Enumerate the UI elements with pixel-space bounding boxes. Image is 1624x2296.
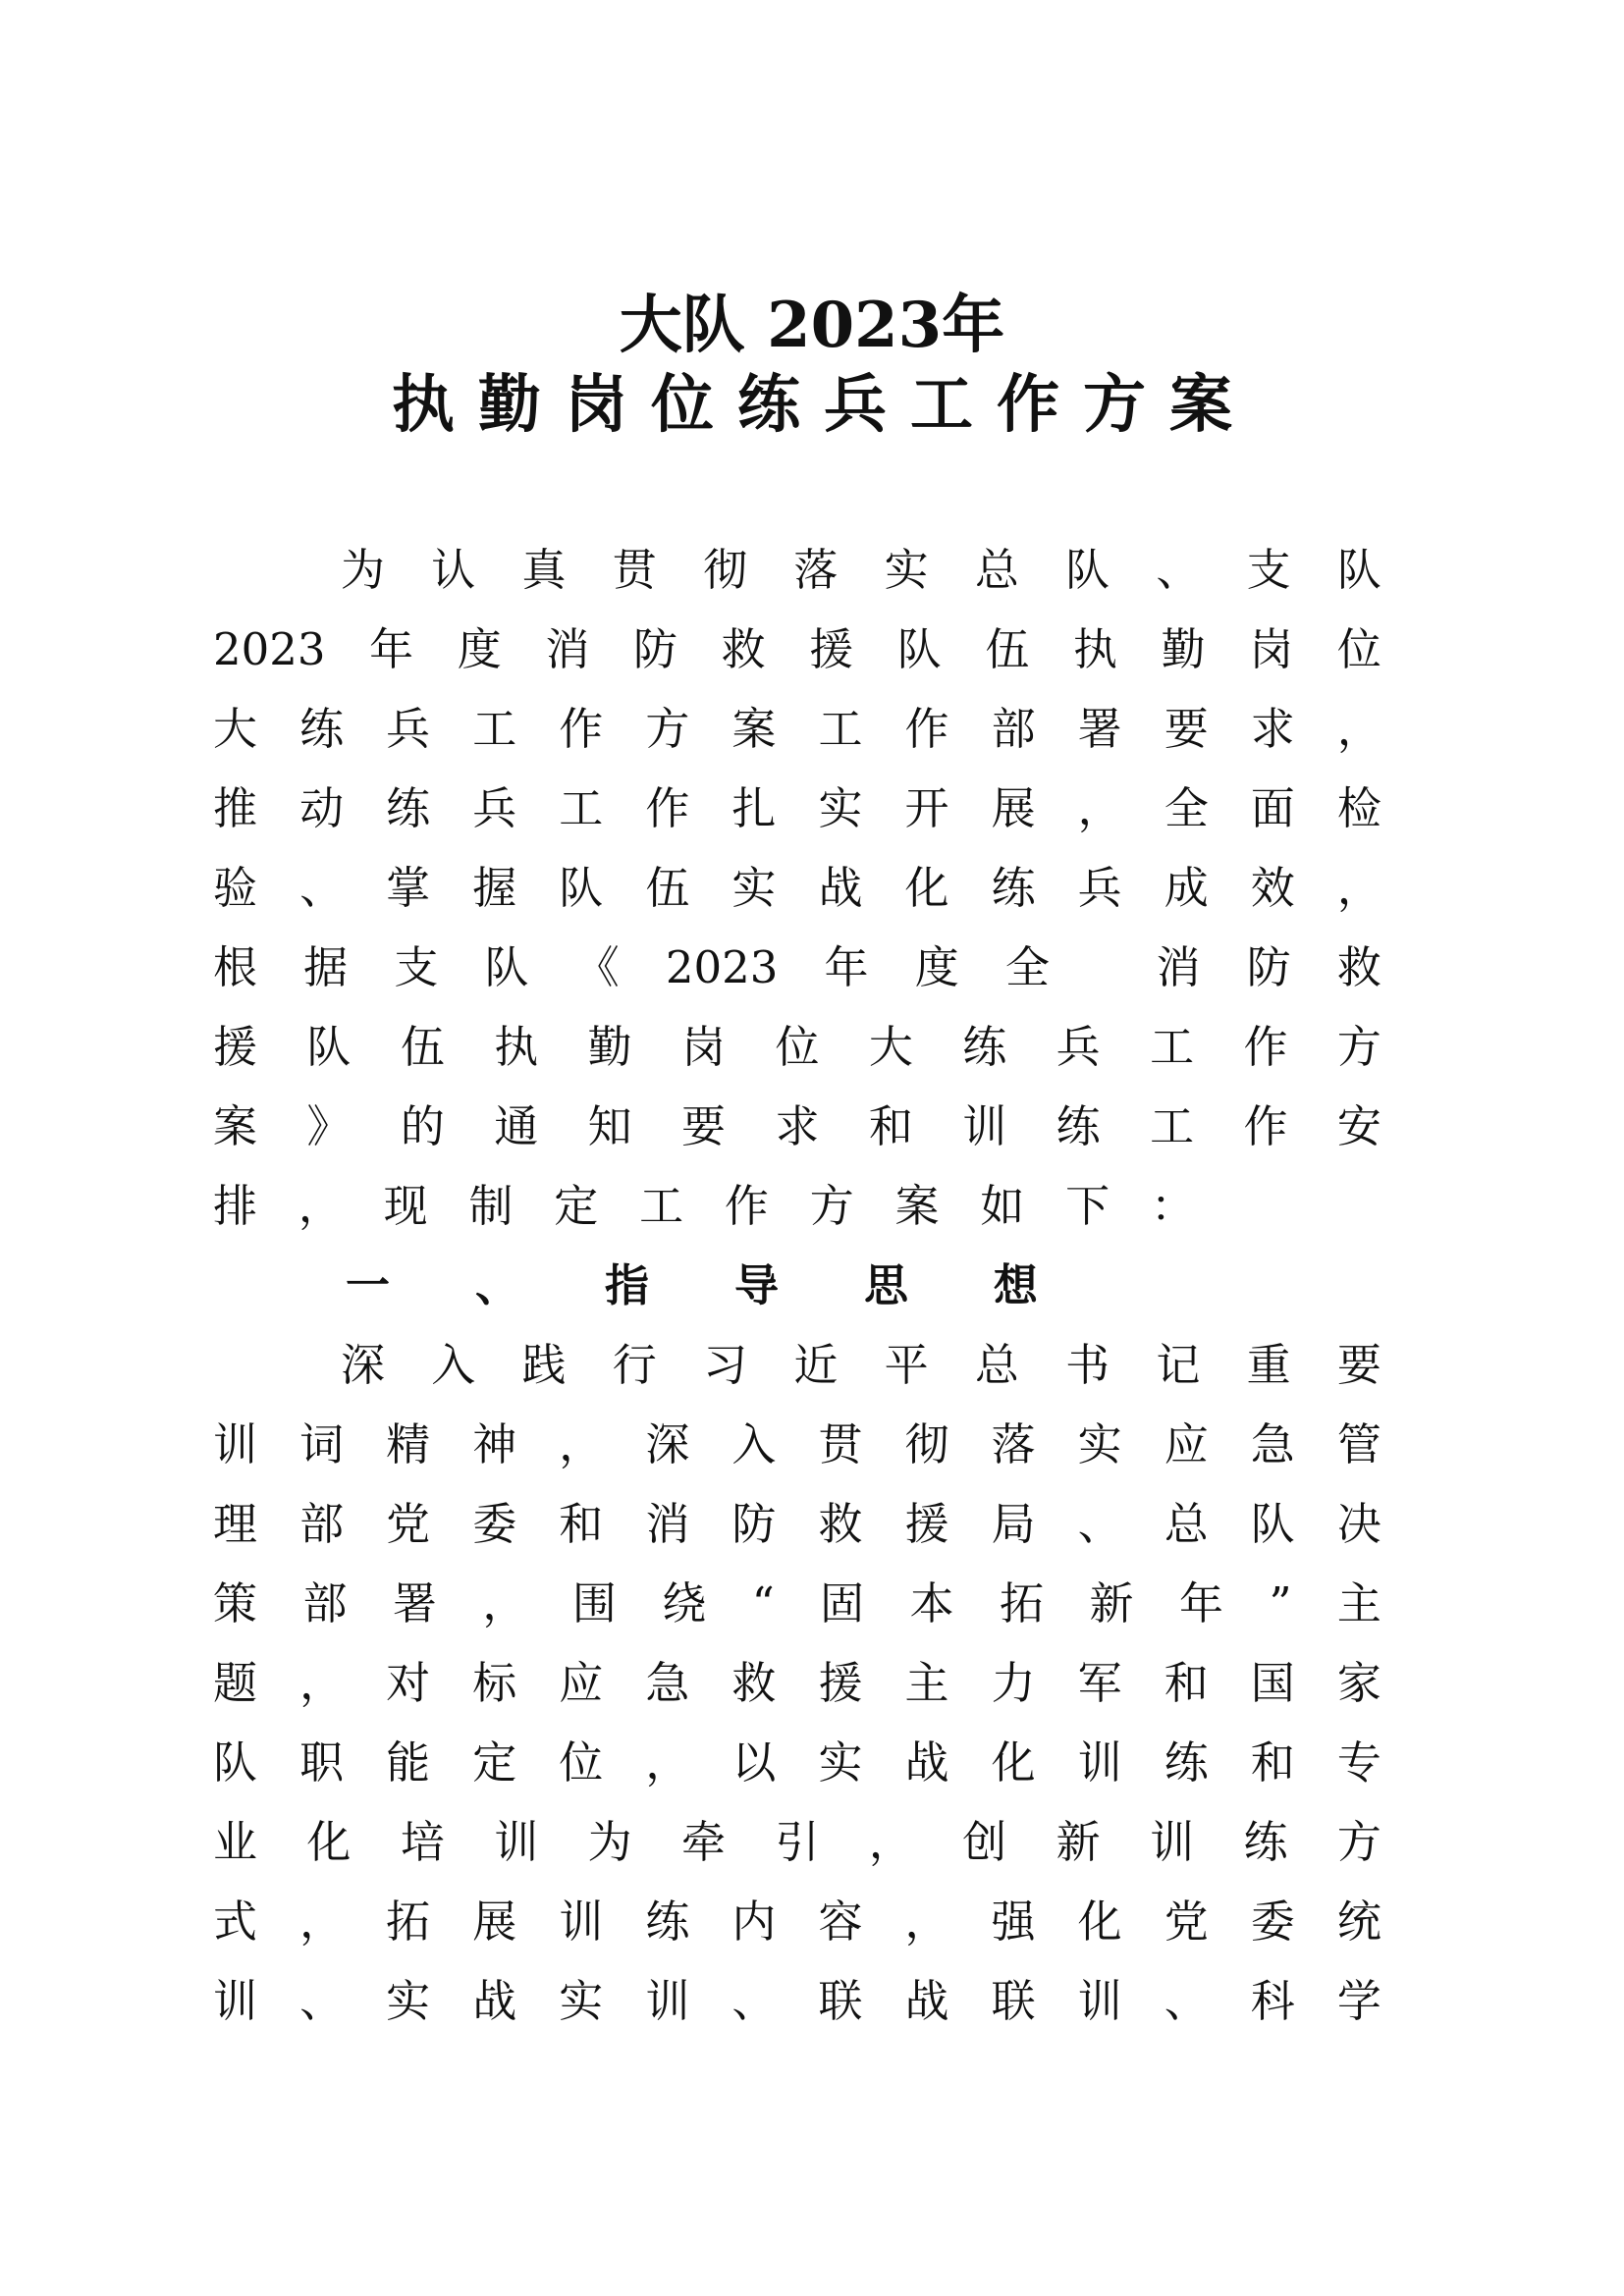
text-glyph: 贯	[818, 1418, 863, 1470]
text-glyph: 业	[213, 1816, 258, 1868]
text-glyph: 消	[645, 1498, 690, 1550]
text-glyph: 定	[554, 1180, 599, 1232]
text-glyph: 实	[731, 862, 777, 914]
text-glyph: ，	[868, 1816, 913, 1868]
text-glyph: 练	[386, 782, 431, 834]
text-glyph: 容	[818, 1896, 863, 1948]
text-glyph: 导	[733, 1259, 779, 1311]
text-glyph: 实	[884, 544, 929, 596]
text-glyph: 训	[213, 1975, 258, 2027]
text-glyph: ，	[1336, 862, 1381, 914]
text-glyph: 绕	[662, 1577, 707, 1629]
text-glyph: 创	[962, 1816, 1007, 1868]
text-glyph: 习	[703, 1339, 748, 1391]
text-glyph: 年	[1178, 1577, 1223, 1629]
text-glyph: 大	[868, 1021, 913, 1073]
text-glyph: 学	[1336, 1975, 1381, 2027]
text-glyph: 位	[775, 1021, 820, 1073]
text-glyph: 执	[494, 1021, 539, 1073]
text-glyph: 案	[894, 1180, 940, 1232]
text-glyph: 全	[1164, 782, 1209, 834]
text-glyph: 实	[559, 1975, 604, 2027]
text-glyph: 战	[904, 1736, 949, 1789]
document-title-line-1: 大队 2023年	[619, 289, 1005, 362]
text-glyph: 署	[1077, 703, 1122, 755]
text-glyph: ，	[559, 1418, 604, 1470]
text-glyph: ：	[1150, 1180, 1195, 1232]
text-glyph: 训	[213, 1418, 258, 1470]
text-glyph: 大	[213, 703, 258, 755]
text-glyph: 统	[1336, 1896, 1381, 1948]
text-glyph: 救	[731, 1657, 777, 1709]
text-glyph: ，	[1336, 703, 1381, 755]
text-glyph: 落	[793, 544, 839, 596]
text-line	[213, 1734, 1381, 1792]
text-glyph: 下	[1065, 1180, 1110, 1232]
text-glyph: 训	[1077, 1975, 1122, 2027]
text-glyph: 委	[1250, 1896, 1295, 1948]
text-glyph: 战	[472, 1975, 517, 2027]
text-glyph: ，	[482, 1577, 527, 1629]
text-glyph: 科	[1250, 1975, 1295, 2027]
text-glyph: 策	[213, 1577, 258, 1629]
text-glyph: 、	[299, 1975, 345, 2027]
text-glyph: 勤	[1161, 623, 1206, 675]
text-glyph: 年	[824, 941, 869, 993]
text-glyph: 词	[299, 1418, 345, 1470]
text-glyph: 入	[431, 1339, 476, 1391]
text-glyph: 全	[1004, 941, 1050, 993]
text-glyph: 主	[904, 1657, 949, 1709]
text-glyph: 联	[991, 1975, 1036, 2027]
text-glyph: 拓	[1000, 1577, 1045, 1629]
text-glyph: 方	[1336, 1021, 1381, 1073]
text-glyph: 方	[809, 1180, 854, 1232]
text-glyph: 防	[731, 1498, 777, 1550]
text-glyph: 作	[559, 703, 604, 755]
text-glyph: 2023	[213, 623, 326, 675]
text-glyph: 能	[386, 1736, 431, 1789]
text-glyph: 知	[587, 1100, 632, 1152]
text-glyph: 岗	[1249, 623, 1294, 675]
text-glyph: 对	[386, 1657, 431, 1709]
text-glyph: 援	[213, 1021, 258, 1073]
text-glyph: 深	[645, 1418, 690, 1470]
text-glyph: 的	[400, 1100, 445, 1152]
text-glyph: ，	[299, 1657, 345, 1709]
text-glyph: 兵	[386, 703, 431, 755]
text-glyph: 入	[731, 1418, 777, 1470]
text-glyph: 式	[213, 1896, 258, 1948]
text-glyph: 急	[645, 1657, 690, 1709]
text-glyph: 彻	[703, 544, 748, 596]
section-heading	[346, 1256, 1038, 1315]
text-glyph: 要	[681, 1100, 727, 1152]
text-glyph: 主	[1336, 1577, 1381, 1629]
text-glyph: 队	[213, 1736, 258, 1789]
text-glyph: 新	[1056, 1816, 1101, 1868]
text-glyph: 书	[1065, 1339, 1110, 1391]
text-line	[213, 1893, 1381, 1951]
text-glyph: 度	[457, 623, 502, 675]
text-glyph: 题	[213, 1657, 258, 1709]
text-glyph: 部	[302, 1577, 348, 1629]
text-glyph: ”	[1269, 1577, 1292, 1629]
text-glyph: 实	[386, 1975, 431, 2027]
text-glyph: 思	[863, 1259, 908, 1311]
text-glyph: 队	[1336, 544, 1381, 596]
text-glyph: 训	[494, 1816, 539, 1868]
text-glyph: 和	[1250, 1736, 1295, 1789]
text-glyph: 训	[1077, 1736, 1122, 1789]
text-line	[213, 1813, 1381, 1872]
text-line	[213, 1097, 1381, 1156]
text-glyph: 总	[974, 1339, 1019, 1391]
text-glyph: 兵	[1077, 862, 1122, 914]
text-glyph: 救	[1336, 941, 1381, 993]
text-glyph: 如	[980, 1180, 1025, 1232]
text-glyph: 据	[303, 941, 349, 993]
text-glyph: 成	[1164, 862, 1209, 914]
text-glyph: 作	[904, 703, 949, 755]
text-glyph: 位	[559, 1736, 604, 1789]
text-glyph: 援	[904, 1498, 949, 1550]
text-glyph: 效	[1250, 862, 1295, 914]
text-glyph: 管	[1336, 1418, 1381, 1470]
text-glyph: 一	[346, 1259, 391, 1311]
text-glyph: 、	[731, 1975, 777, 2027]
text-line	[213, 779, 1381, 838]
text-glyph: 急	[1250, 1418, 1295, 1470]
text-glyph: 安	[1336, 1100, 1381, 1152]
document-title-line-2: 执勤岗位练兵工作方案	[392, 368, 1256, 442]
text-glyph: 训	[1150, 1816, 1195, 1868]
text-glyph: 救	[818, 1498, 863, 1550]
text-glyph: 党	[386, 1498, 431, 1550]
text-glyph: 围	[571, 1577, 617, 1629]
text-glyph: 、	[1164, 1975, 1209, 2027]
text-line	[341, 541, 1381, 600]
text-glyph: 专	[1336, 1736, 1381, 1789]
text-glyph: 通	[494, 1100, 539, 1152]
text-glyph: 展	[472, 1896, 517, 1948]
text-line	[213, 1972, 1381, 2031]
text-glyph: 局	[991, 1498, 1036, 1550]
text-glyph: 为	[587, 1816, 632, 1868]
text-glyph: 队	[1065, 544, 1110, 596]
text-line	[213, 859, 1381, 918]
text-glyph: 求	[1250, 703, 1295, 755]
text-glyph: 度	[914, 941, 959, 993]
text-glyph: 牵	[681, 1816, 727, 1868]
text-glyph: 要	[1164, 703, 1209, 755]
text-glyph: 内	[731, 1896, 777, 1948]
text-glyph: 作	[645, 782, 690, 834]
text-glyph: 防	[1246, 941, 1291, 993]
text-glyph: 方	[1336, 1816, 1381, 1868]
text-glyph: 总	[974, 544, 1019, 596]
text-glyph: 练	[1164, 1736, 1209, 1789]
text-glyph: 工	[559, 782, 604, 834]
text-glyph: 位	[1336, 623, 1381, 675]
text-glyph: 强	[991, 1896, 1036, 1948]
text-line	[213, 1018, 1381, 1077]
text-glyph: 委	[472, 1498, 517, 1550]
text-glyph	[1096, 938, 1110, 997]
text-line	[213, 1654, 1381, 1713]
text-glyph: 军	[1077, 1657, 1122, 1709]
text-glyph: 推	[213, 782, 258, 834]
text-glyph: 工	[818, 703, 863, 755]
text-glyph: 战	[904, 1975, 949, 2027]
text-glyph: 面	[1250, 782, 1295, 834]
text-glyph: 执	[1073, 623, 1118, 675]
text-glyph: 指	[604, 1259, 649, 1311]
text-glyph: 实	[1077, 1418, 1122, 1470]
text-glyph: 要	[1336, 1339, 1381, 1391]
text-glyph: 练	[1243, 1816, 1288, 1868]
text-glyph: 掌	[386, 862, 431, 914]
text-glyph: 彻	[904, 1418, 949, 1470]
text-glyph: 练	[299, 703, 345, 755]
text-glyph: 行	[612, 1339, 657, 1391]
text-glyph: 工	[472, 703, 517, 755]
text-glyph: 兵	[1056, 1021, 1101, 1073]
text-glyph: 方	[645, 703, 690, 755]
text-glyph: 定	[472, 1736, 517, 1789]
text-glyph: 制	[468, 1180, 514, 1232]
text-glyph: 练	[991, 862, 1036, 914]
text-glyph: 岗	[681, 1021, 727, 1073]
text-glyph: 支	[1246, 544, 1291, 596]
text-glyph: 记	[1156, 1339, 1201, 1391]
text-glyph: 深	[341, 1339, 386, 1391]
text-glyph: 实	[818, 1736, 863, 1789]
text-line	[213, 620, 1381, 679]
text-glyph: 排	[213, 1180, 258, 1232]
text-line	[341, 1336, 1381, 1395]
text-glyph: 作	[1243, 1021, 1288, 1073]
text-glyph: 工	[639, 1180, 684, 1232]
text-glyph: 队	[1250, 1498, 1295, 1550]
text-glyph: 引	[775, 1816, 820, 1868]
text-glyph: 作	[1243, 1100, 1288, 1152]
text-glyph: 化	[904, 862, 949, 914]
text-glyph: ，	[1077, 782, 1122, 834]
text-glyph: 贯	[612, 544, 657, 596]
text-glyph: 本	[909, 1577, 954, 1629]
text-glyph: 落	[991, 1418, 1036, 1470]
text-glyph: 以	[731, 1736, 777, 1789]
text-glyph: ，	[299, 1896, 345, 1948]
text-line	[213, 1575, 1381, 1633]
text-glyph: 重	[1246, 1339, 1291, 1391]
text-glyph: 训	[645, 1975, 690, 2027]
text-glyph: 队	[484, 941, 529, 993]
text-glyph: 练	[645, 1896, 690, 1948]
text-glyph: 2023	[665, 941, 779, 993]
text-glyph: 案	[731, 703, 777, 755]
text-glyph: ，	[645, 1736, 690, 1789]
text-glyph: 根	[213, 941, 258, 993]
text-glyph: 真	[521, 544, 567, 596]
text-glyph: 拓	[386, 1896, 431, 1948]
text-line	[213, 700, 1381, 759]
text-glyph: 为	[341, 544, 386, 596]
text-glyph: 握	[472, 862, 517, 914]
text-glyph: 践	[521, 1339, 567, 1391]
text-glyph: 家	[1336, 1657, 1381, 1709]
text-glyph: 援	[809, 623, 854, 675]
text-glyph: 、	[474, 1259, 519, 1311]
text-glyph: 标	[472, 1657, 517, 1709]
text-glyph: 、	[299, 862, 345, 914]
text-glyph: 精	[386, 1418, 431, 1470]
text-glyph: 作	[724, 1180, 769, 1232]
text-glyph: 化	[306, 1816, 352, 1868]
text-glyph: 队	[306, 1021, 352, 1073]
text-glyph: 练	[1056, 1100, 1101, 1152]
text-glyph: 工	[1150, 1100, 1195, 1152]
text-glyph: 验	[213, 862, 258, 914]
text-glyph: 平	[884, 1339, 929, 1391]
text-glyph: 和	[559, 1498, 604, 1550]
text-glyph: 伍	[985, 623, 1030, 675]
text-glyph: 案	[213, 1100, 258, 1152]
text-glyph: 伍	[400, 1021, 445, 1073]
text-glyph: 训	[962, 1100, 1007, 1152]
text-line	[213, 1177, 1195, 1236]
text-glyph: 援	[818, 1657, 863, 1709]
text-glyph: 》	[306, 1100, 352, 1152]
text-glyph: 部	[991, 703, 1036, 755]
text-glyph: ，	[904, 1896, 949, 1948]
text-glyph: 伍	[645, 862, 690, 914]
text-line	[213, 938, 1381, 997]
text-glyph: 动	[299, 782, 345, 834]
text-glyph: 和	[868, 1100, 913, 1152]
text-glyph: 决	[1336, 1498, 1381, 1550]
text-glyph: 培	[400, 1816, 445, 1868]
text-glyph: 救	[721, 623, 766, 675]
text-glyph: 职	[299, 1736, 345, 1789]
text-glyph: 应	[1164, 1418, 1209, 1470]
text-glyph: 联	[818, 1975, 863, 2027]
text-glyph: “	[751, 1577, 775, 1629]
text-glyph: 开	[904, 782, 949, 834]
text-glyph: 扎	[731, 782, 777, 834]
text-glyph: 化	[991, 1736, 1036, 1789]
text-glyph: 求	[775, 1100, 820, 1152]
text-glyph: 、	[1077, 1498, 1122, 1550]
text-line	[213, 1415, 1381, 1474]
text-glyph: 练	[962, 1021, 1007, 1073]
text-glyph: 署	[392, 1577, 437, 1629]
text-glyph: 实	[818, 782, 863, 834]
text-glyph: 国	[1250, 1657, 1295, 1709]
text-glyph: 神	[472, 1418, 517, 1470]
text-glyph: 消	[1156, 941, 1201, 993]
text-glyph: ，	[298, 1180, 343, 1232]
text-glyph: 想	[993, 1259, 1038, 1311]
text-glyph: 党	[1164, 1896, 1209, 1948]
text-glyph: 应	[559, 1657, 604, 1709]
text-glyph: 展	[991, 782, 1036, 834]
text-glyph: 化	[1077, 1896, 1122, 1948]
text-glyph: 兵	[472, 782, 517, 834]
text-glyph: 固	[820, 1577, 865, 1629]
text-glyph: 新	[1089, 1577, 1134, 1629]
text-glyph: 现	[383, 1180, 428, 1232]
text-glyph: 队	[896, 623, 942, 675]
text-glyph: 工	[1150, 1021, 1195, 1073]
text-glyph: 总	[1164, 1498, 1209, 1550]
text-glyph: 队	[559, 862, 604, 914]
text-line	[213, 1495, 1381, 1554]
text-glyph: 力	[991, 1657, 1036, 1709]
text-glyph: 防	[632, 623, 677, 675]
text-glyph: 认	[431, 544, 476, 596]
text-glyph: 部	[299, 1498, 345, 1550]
text-glyph: 年	[369, 623, 414, 675]
text-glyph: 战	[818, 862, 863, 914]
text-glyph: 训	[559, 1896, 604, 1948]
text-glyph: 勤	[587, 1021, 632, 1073]
text-glyph: 《	[574, 941, 620, 993]
text-glyph: 支	[394, 941, 439, 993]
text-glyph: 近	[793, 1339, 839, 1391]
text-glyph: 检	[1336, 782, 1381, 834]
text-glyph: 和	[1164, 1657, 1209, 1709]
text-glyph: 消	[545, 623, 590, 675]
text-glyph: 理	[213, 1498, 258, 1550]
text-glyph: 、	[1156, 544, 1201, 596]
